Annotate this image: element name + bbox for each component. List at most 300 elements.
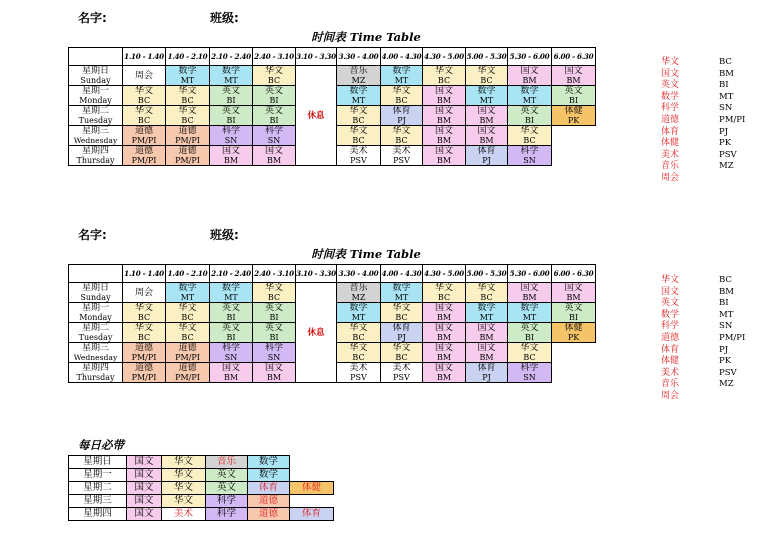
subject-cn: 道德 bbox=[134, 126, 153, 136]
subject-cell bbox=[253, 363, 296, 383]
subject-code: BC bbox=[395, 136, 408, 145]
subject-code: BM bbox=[436, 156, 452, 165]
legend-subject: 道德 bbox=[661, 332, 680, 343]
legend-code: MT bbox=[719, 309, 734, 320]
subject-cn: 美术 bbox=[349, 146, 368, 156]
subject-code: BC bbox=[480, 293, 493, 302]
subject-cell bbox=[210, 66, 253, 86]
subject-code: SN bbox=[523, 156, 536, 165]
subject-code: BI bbox=[269, 116, 279, 125]
subject-cn: 周会 bbox=[134, 70, 153, 81]
daily-title: 每日必带 bbox=[78, 438, 124, 452]
subject-cell bbox=[381, 146, 423, 166]
subject-code: BC bbox=[181, 333, 194, 342]
subject-code: SN bbox=[267, 136, 281, 145]
subject-code: PM/PI bbox=[175, 156, 200, 165]
subject-code: MT bbox=[224, 76, 238, 85]
subject-cn: 音乐 bbox=[349, 66, 368, 76]
day-label bbox=[69, 303, 123, 323]
subject-cn: 数学 bbox=[221, 66, 240, 76]
class-label: 班级: bbox=[210, 228, 239, 242]
subject-cn: 科学 bbox=[520, 363, 539, 373]
day-en: Tuesday bbox=[78, 116, 113, 125]
subject-code: BI bbox=[269, 96, 279, 105]
subject-cell bbox=[508, 303, 552, 323]
day-en: Wednesday bbox=[73, 136, 118, 145]
subject-cell bbox=[508, 86, 552, 106]
subject-cell bbox=[381, 66, 423, 86]
subject-code: BI bbox=[568, 96, 579, 105]
subject-cell bbox=[210, 363, 253, 383]
legend-code: BC bbox=[719, 275, 732, 285]
daily-item: 体育 bbox=[290, 508, 334, 521]
subject-cn: 体育 bbox=[392, 323, 411, 333]
subject-cn: 华文 bbox=[178, 303, 197, 313]
subject-cn: 英文 bbox=[264, 303, 283, 313]
subject-cn: 科学 bbox=[264, 126, 283, 136]
legend-subject: 体育 bbox=[661, 344, 680, 355]
subject-cn: 英文 bbox=[221, 323, 240, 333]
daily-row bbox=[69, 495, 334, 508]
subject-cell bbox=[123, 323, 166, 343]
subject-cell bbox=[166, 146, 210, 166]
time-header-row bbox=[69, 48, 596, 66]
subject-cn: 数学 bbox=[392, 66, 411, 76]
subject-cell bbox=[253, 343, 296, 363]
subject-cn: 国文 bbox=[434, 363, 453, 373]
subject-cn: 华文 bbox=[349, 106, 368, 116]
legend-code: SN bbox=[719, 321, 733, 332]
subject-cn: 华文 bbox=[434, 66, 453, 76]
daily-item: 英文 bbox=[206, 482, 248, 495]
timetable-title: 时间表 Time Table bbox=[311, 30, 421, 44]
legend-subject: 华文 bbox=[661, 57, 680, 67]
subject-cn: 英文 bbox=[264, 86, 283, 96]
legend-code: MZ bbox=[719, 379, 734, 390]
subject-cell bbox=[423, 86, 466, 106]
subject-cell bbox=[123, 343, 166, 363]
daily-item: 国文 bbox=[127, 495, 162, 508]
corner-cell bbox=[69, 265, 123, 283]
subject-code: BM bbox=[479, 353, 494, 362]
daily-item: 华文 bbox=[162, 482, 206, 495]
legend-code: SN bbox=[719, 103, 733, 114]
subject-cell bbox=[466, 106, 508, 126]
subject-cn: 数学 bbox=[349, 303, 368, 313]
subject-code: BM bbox=[522, 76, 537, 85]
time-slot: 4.00 - 4.30 bbox=[381, 265, 423, 283]
daily-item: 国文 bbox=[127, 482, 162, 495]
subject-cn: 国文 bbox=[434, 106, 453, 116]
subject-cn: 数学 bbox=[477, 303, 496, 313]
subject-cell bbox=[123, 86, 166, 106]
subject-cell bbox=[381, 106, 423, 126]
subject-cell bbox=[423, 343, 466, 363]
subject-cn: 科学 bbox=[221, 343, 240, 353]
subject-cn: 华文 bbox=[349, 343, 368, 353]
daily-row bbox=[69, 456, 334, 469]
subject-cn: 华文 bbox=[477, 283, 496, 293]
day-en: Thursday bbox=[76, 373, 115, 382]
subject-code: BM bbox=[436, 373, 452, 382]
time-slot: 5.00 - 5.30 bbox=[466, 265, 508, 283]
subject-cn: 数学 bbox=[221, 283, 240, 293]
subject-cell bbox=[508, 66, 552, 86]
daily-item: 数学 bbox=[248, 456, 290, 469]
time-slot: 6.00 - 6.30 bbox=[552, 48, 596, 66]
subject-code: BI bbox=[524, 333, 535, 342]
subject-cell bbox=[253, 66, 296, 86]
subject-cn: 国文 bbox=[434, 303, 453, 313]
subject-cell bbox=[508, 146, 552, 166]
legend-subject: 体健 bbox=[661, 138, 680, 149]
subject-cn: 国文 bbox=[520, 66, 539, 76]
subject-code: BC bbox=[480, 76, 493, 85]
subject-cn: 体育 bbox=[477, 146, 496, 156]
legend-code: MT bbox=[719, 91, 734, 102]
subject-cn: 数学 bbox=[392, 283, 411, 293]
subject-code: BC bbox=[523, 136, 536, 145]
legend-subject: 音乐 bbox=[661, 379, 680, 390]
subject-cell bbox=[381, 283, 423, 303]
subject-code: BC bbox=[395, 96, 408, 105]
subject-cell bbox=[253, 146, 296, 166]
legend-code: BI bbox=[719, 80, 729, 91]
subject-cn: 体育 bbox=[392, 106, 411, 116]
daily-day: 星期日 bbox=[69, 456, 127, 469]
subject-cell bbox=[508, 126, 552, 146]
daily-item: 国文 bbox=[127, 508, 162, 521]
subject-code: BM bbox=[436, 116, 452, 125]
subject-cn: 道德 bbox=[134, 343, 153, 353]
subject-code: BM bbox=[436, 96, 452, 105]
subject-cn: 数学 bbox=[178, 283, 197, 293]
subject-code: BI bbox=[226, 116, 236, 125]
subject-cn: 国文 bbox=[477, 106, 496, 116]
subject-cell bbox=[508, 106, 552, 126]
subject-cn: 国文 bbox=[221, 146, 240, 156]
subject-code: BM bbox=[266, 156, 282, 165]
legend-subject: 英文 bbox=[661, 80, 680, 91]
subject-cn: 华文 bbox=[349, 323, 368, 333]
subject-code: BC bbox=[137, 116, 151, 125]
legend-code: PJ bbox=[719, 344, 729, 355]
time-slot: 6.00 - 6.30 bbox=[552, 265, 596, 283]
day-label bbox=[69, 323, 123, 343]
subject-code: BC bbox=[523, 353, 536, 362]
subject-cn: 国文 bbox=[477, 126, 496, 136]
subject-cn: 美术 bbox=[392, 363, 411, 373]
subject-cell bbox=[166, 283, 210, 303]
day-label bbox=[69, 343, 123, 363]
subject-cell bbox=[423, 303, 466, 323]
daily-item: 体育 bbox=[248, 482, 290, 495]
subject-cn: 数学 bbox=[477, 86, 496, 96]
legend-code: PSV bbox=[719, 149, 737, 160]
subject-cell bbox=[123, 66, 166, 86]
legend-subject: 华文 bbox=[661, 275, 680, 285]
legend-subject: 国文 bbox=[661, 68, 680, 79]
subject-cell bbox=[381, 126, 423, 146]
subject-code: BC bbox=[395, 313, 408, 322]
subject-code: BC bbox=[395, 353, 408, 362]
empty-cell bbox=[290, 469, 334, 482]
legend-subject: 数学 bbox=[661, 91, 680, 102]
subject-cn: 华文 bbox=[134, 86, 153, 96]
day-cn: 星期日 bbox=[81, 66, 109, 76]
subject-code: PK bbox=[567, 116, 580, 125]
subject-cell bbox=[166, 86, 210, 106]
day-cn: 星期二 bbox=[81, 106, 109, 116]
subject-code: SN bbox=[267, 353, 281, 362]
subject-cn: 国文 bbox=[264, 363, 283, 373]
subject-cell bbox=[466, 303, 508, 323]
subject-cn: 华文 bbox=[264, 66, 283, 76]
day-row bbox=[69, 66, 596, 86]
subject-code: BI bbox=[269, 313, 279, 322]
time-slot: 3.30 - 4.00 bbox=[337, 48, 381, 66]
subject-cell bbox=[466, 343, 508, 363]
subject-cn: 道德 bbox=[178, 146, 197, 156]
daily-day: 星期三 bbox=[69, 495, 127, 508]
legend-code: BM bbox=[719, 286, 734, 297]
rest-cell: 休息 bbox=[296, 66, 337, 166]
legend-subject: 周会 bbox=[661, 172, 680, 183]
subject-cell bbox=[423, 126, 466, 146]
daily-item: 国文 bbox=[127, 456, 162, 469]
subject-code: BM bbox=[436, 136, 452, 145]
subject-cell bbox=[253, 86, 296, 106]
subject-code: BM bbox=[223, 156, 239, 165]
legend-subject: 数学 bbox=[661, 309, 680, 320]
subject-code: PSV bbox=[393, 373, 410, 382]
daily-row bbox=[69, 508, 334, 521]
subject-cn: 科学 bbox=[264, 343, 283, 353]
subject-cell bbox=[210, 126, 253, 146]
subject-code: PM/PI bbox=[131, 373, 157, 382]
day-label bbox=[69, 86, 123, 106]
subject-cell bbox=[166, 66, 210, 86]
subject-cn: 国文 bbox=[564, 283, 583, 293]
subject-cell bbox=[210, 303, 253, 323]
day-en: Sunday bbox=[80, 76, 111, 85]
subject-code: BM bbox=[479, 136, 494, 145]
subject-code: MT bbox=[351, 313, 366, 322]
subject-cell bbox=[210, 323, 253, 343]
subject-cell bbox=[337, 146, 381, 166]
subject-cell bbox=[253, 106, 296, 126]
subject-cn: 道德 bbox=[134, 146, 153, 156]
subject-cell bbox=[466, 283, 508, 303]
legend-code: BM bbox=[719, 68, 734, 79]
daily-item: 国文 bbox=[127, 469, 162, 482]
subject-code: BI bbox=[568, 313, 579, 322]
subject-cn: 数学 bbox=[520, 303, 539, 313]
subject-cell bbox=[466, 86, 508, 106]
subject-cell bbox=[381, 303, 423, 323]
daily-item: 科学 bbox=[206, 495, 248, 508]
subject-code: SN bbox=[523, 373, 536, 382]
daily-items-table bbox=[68, 455, 334, 521]
empty-cell bbox=[552, 343, 596, 363]
subject-cell bbox=[253, 323, 296, 343]
subject-cell bbox=[423, 323, 466, 343]
subject-code: MZ bbox=[351, 76, 366, 85]
subject-cn: 华文 bbox=[178, 86, 197, 96]
subject-cell bbox=[423, 146, 466, 166]
day-en: Monday bbox=[79, 96, 112, 105]
subject-cn: 国文 bbox=[434, 146, 453, 156]
day-cn: 星期四 bbox=[81, 363, 109, 373]
daily-day: 星期一 bbox=[69, 469, 127, 482]
day-label bbox=[69, 66, 123, 86]
daily-item: 科学 bbox=[206, 508, 248, 521]
subject-code: MT bbox=[479, 96, 494, 105]
subject-code: MT bbox=[394, 293, 409, 302]
subject-cn: 华文 bbox=[178, 106, 197, 116]
legend-code: PM/PI bbox=[719, 332, 746, 343]
subject-cell bbox=[381, 343, 423, 363]
subject-code: PJ bbox=[397, 116, 406, 125]
subject-code: BM bbox=[566, 76, 581, 85]
daily-item: 美术 bbox=[162, 508, 206, 521]
timetable-title: 时间表 Time Table bbox=[311, 247, 421, 261]
time-slot: 2.10 - 2.40 bbox=[210, 265, 253, 283]
subject-cell bbox=[466, 146, 508, 166]
day-label bbox=[69, 283, 123, 303]
subject-cell bbox=[381, 86, 423, 106]
subject-code: BI bbox=[226, 333, 236, 342]
subject-code: BC bbox=[437, 76, 451, 85]
subject-code: BC bbox=[352, 116, 365, 125]
subject-cn: 国文 bbox=[264, 146, 283, 156]
subject-code: PK bbox=[567, 333, 580, 342]
day-en: Wednesday bbox=[73, 353, 118, 362]
subject-cn: 体健 bbox=[564, 106, 583, 116]
subject-cn: 华文 bbox=[477, 66, 496, 76]
subject-cell bbox=[423, 283, 466, 303]
day-label bbox=[69, 126, 123, 146]
day-cn: 星期一 bbox=[81, 86, 109, 96]
subject-cn: 华文 bbox=[349, 126, 368, 136]
subject-code: SN bbox=[224, 136, 238, 145]
subject-cn: 音乐 bbox=[349, 283, 368, 293]
subject-cell bbox=[210, 283, 253, 303]
name-label: 名字: bbox=[78, 11, 107, 25]
subject-cell bbox=[123, 146, 166, 166]
daily-item: 音乐 bbox=[206, 456, 248, 469]
subject-cn: 华文 bbox=[264, 283, 283, 293]
legend-subject: 体育 bbox=[661, 126, 680, 137]
subject-code: PJ bbox=[482, 156, 491, 165]
subject-cn: 华文 bbox=[520, 126, 539, 136]
legend-code: PK bbox=[719, 356, 732, 367]
legend-code: PM/PI bbox=[719, 114, 746, 125]
subject-cn: 英文 bbox=[520, 323, 539, 333]
subject-code: BC bbox=[137, 333, 151, 342]
day-en: Tuesday bbox=[78, 333, 113, 342]
subject-cn: 道德 bbox=[178, 126, 197, 136]
subject-cell bbox=[123, 303, 166, 323]
legend-subject: 音乐 bbox=[661, 161, 680, 172]
subject-code: PM/PI bbox=[131, 156, 157, 165]
legend-subject: 科学 bbox=[661, 103, 680, 114]
subject-code: BC bbox=[181, 313, 194, 322]
legend-subject: 道德 bbox=[661, 114, 680, 125]
subject-cell bbox=[166, 363, 210, 383]
subject-cn: 数学 bbox=[178, 66, 197, 76]
daily-item: 数学 bbox=[248, 469, 290, 482]
subject-code: BI bbox=[226, 96, 236, 105]
subject-cn: 国文 bbox=[434, 343, 453, 353]
subject-cn: 国文 bbox=[477, 323, 496, 333]
rest-cell: 休息 bbox=[296, 283, 337, 383]
subject-code: MT bbox=[180, 293, 195, 302]
subject-code: BI bbox=[524, 116, 535, 125]
timetable bbox=[68, 47, 596, 166]
time-slot: 3.10 - 3.30 bbox=[296, 48, 337, 66]
subject-cn: 英文 bbox=[564, 303, 583, 313]
subject-code: MT bbox=[224, 293, 238, 302]
time-slot: 5.00 - 5.30 bbox=[466, 48, 508, 66]
subject-code: BC bbox=[181, 96, 194, 105]
subject-code: MT bbox=[522, 313, 537, 322]
daily-item: 体健 bbox=[290, 482, 334, 495]
day-cn: 星期三 bbox=[81, 126, 109, 136]
time-slot: 1.10 - 1.40 bbox=[123, 265, 166, 283]
legend-subject: 美术 bbox=[661, 367, 680, 378]
daily-item: 华文 bbox=[162, 469, 206, 482]
subject-code: BC bbox=[181, 116, 194, 125]
day-cn: 星期三 bbox=[81, 343, 109, 353]
subject-code: MZ bbox=[351, 293, 366, 302]
subject-cell bbox=[166, 343, 210, 363]
subject-cn: 道德 bbox=[178, 363, 197, 373]
subject-cell bbox=[552, 303, 596, 323]
subject-cn: 美术 bbox=[349, 363, 368, 373]
subject-cn: 华文 bbox=[520, 343, 539, 353]
subject-cell bbox=[166, 106, 210, 126]
day-cn: 星期一 bbox=[81, 303, 109, 313]
subject-code: BC bbox=[137, 313, 151, 322]
corner-cell bbox=[69, 48, 123, 66]
subject-cell bbox=[253, 303, 296, 323]
subject-cn: 道德 bbox=[178, 343, 197, 353]
subject-cell bbox=[253, 126, 296, 146]
time-slot: 5.30 - 6.00 bbox=[508, 48, 552, 66]
subject-cell bbox=[552, 323, 596, 343]
subject-code: PM/PI bbox=[131, 353, 157, 362]
subject-code: PM/PI bbox=[175, 353, 200, 362]
subject-cell bbox=[337, 86, 381, 106]
subject-cell bbox=[210, 146, 253, 166]
subject-cell bbox=[423, 66, 466, 86]
subject-code: BM bbox=[266, 373, 282, 382]
subject-cell bbox=[210, 86, 253, 106]
subject-code: BM bbox=[436, 313, 452, 322]
day-row bbox=[69, 283, 596, 303]
subject-cell bbox=[123, 106, 166, 126]
subject-cn: 科学 bbox=[520, 146, 539, 156]
daily-row bbox=[69, 469, 334, 482]
subject-code: BM bbox=[522, 293, 537, 302]
subject-cell bbox=[381, 363, 423, 383]
legend-subject: 英文 bbox=[661, 298, 680, 309]
day-cn: 星期二 bbox=[81, 323, 109, 333]
time-slot: 1.10 - 1.40 bbox=[123, 48, 166, 66]
daily-item: 道德 bbox=[248, 508, 290, 521]
time-slot: 4.30 - 5.00 bbox=[423, 265, 466, 283]
